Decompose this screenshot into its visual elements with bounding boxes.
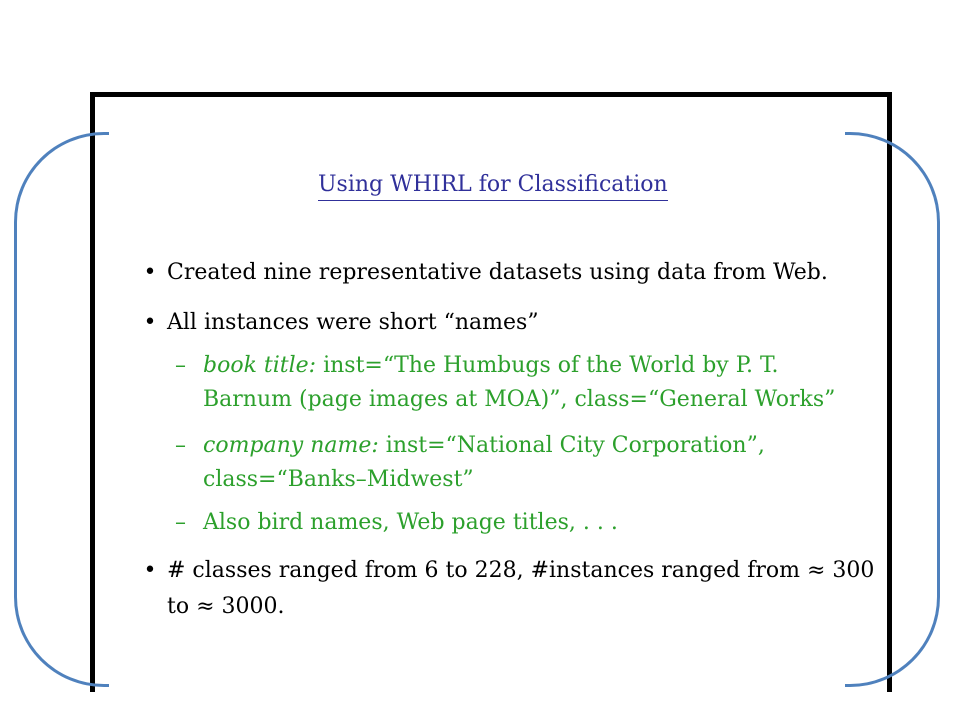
bullet-text: Created nine representative datasets using data from Web. bbox=[167, 260, 828, 285]
dash-icon: – bbox=[175, 353, 186, 378]
bullet-text: to ≈ 3000. bbox=[167, 594, 285, 619]
left-bracket-decoration bbox=[14, 132, 109, 687]
bullet-icon: • bbox=[143, 260, 157, 285]
bullet-icon: • bbox=[143, 310, 157, 335]
bullet-text: All instances were short “names” bbox=[167, 310, 539, 335]
dash-icon: – bbox=[175, 433, 186, 458]
sub-item-text: inst=“National City Corporation”, bbox=[378, 433, 765, 458]
sub-item-line bbox=[203, 348, 778, 384]
sub-item-text: inst=“The Humbugs of the World by P. T. bbox=[316, 353, 779, 378]
sub-item-line: class=“Banks–Midwest” bbox=[203, 467, 474, 492]
bullet-icon: • bbox=[143, 558, 157, 583]
dash-icon: – bbox=[175, 510, 186, 535]
sub-item-label: company name: bbox=[203, 433, 379, 458]
bullet-text: # classes ranged from 6 to 228, #instances ranged from ≈ 300 bbox=[167, 558, 875, 583]
sub-item-line: Barnum (page images at MOA)”, class=“General Works” bbox=[203, 387, 836, 412]
sub-item-text: Also bird names, Web page titles, . . . bbox=[203, 510, 618, 535]
sub-item-line bbox=[203, 428, 765, 464]
right-bracket-decoration bbox=[845, 132, 940, 687]
slide-title: Using WHIRL for Classification bbox=[318, 172, 668, 201]
sub-item-label: book title: bbox=[203, 353, 317, 378]
